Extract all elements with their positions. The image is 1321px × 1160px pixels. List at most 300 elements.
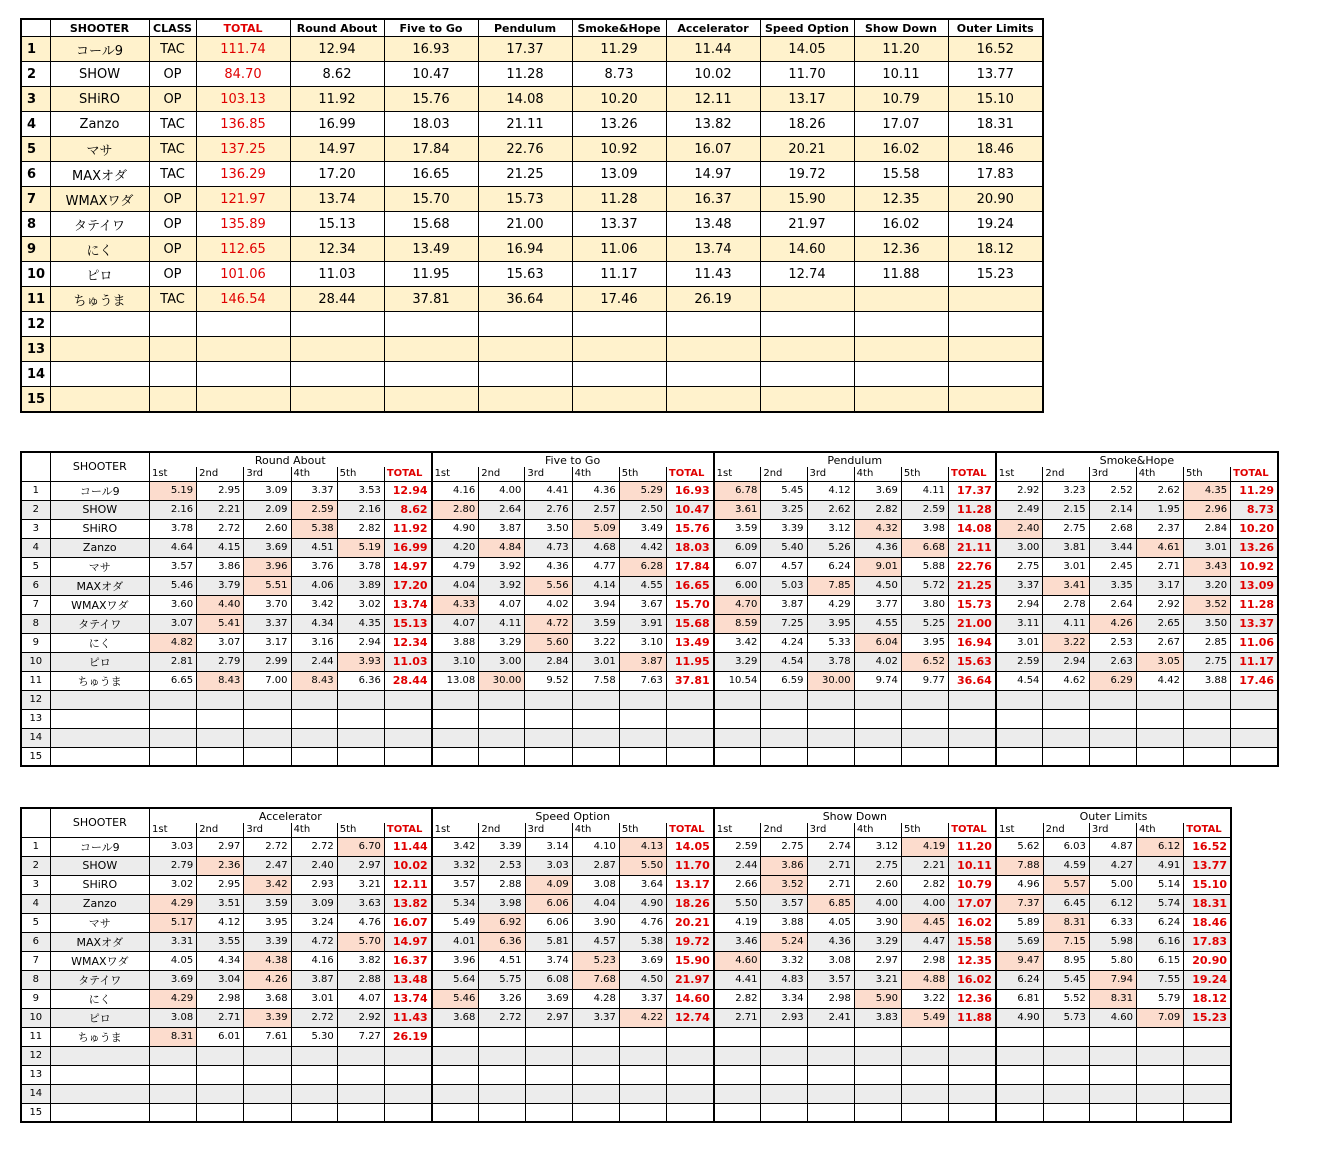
string-time-cell <box>761 747 807 766</box>
class-cell: OP <box>149 62 196 87</box>
string-header: 3rd <box>807 467 854 481</box>
string-time-cell: 2.71 <box>197 1008 244 1027</box>
summary-row <box>21 262 1043 287</box>
string-time-cell: 3.01 <box>996 633 1043 652</box>
total-header: TOTAL <box>1231 467 1278 481</box>
string-time-cell <box>1043 1046 1089 1065</box>
string-time-cell: 3.03 <box>150 837 197 856</box>
summary-header-index <box>21 19 50 37</box>
string-time-cell <box>714 690 761 709</box>
string-time-cell: 5.81 <box>525 932 572 951</box>
string-time-cell: 3.89 <box>337 576 384 595</box>
string-time-cell <box>432 1103 479 1122</box>
string-header: 3rd <box>244 823 291 837</box>
detail-row <box>21 875 1231 894</box>
string-time-cell <box>902 1103 949 1122</box>
stage-time-cell <box>948 387 1043 413</box>
string-time-cell: 2.72 <box>244 837 291 856</box>
detail-row <box>21 538 1278 557</box>
stage-time-cell: 13.48 <box>666 212 760 237</box>
stage-total-cell: 11.43 <box>384 1008 431 1027</box>
string-time-cell: 2.80 <box>432 500 479 519</box>
shooter-name <box>50 1046 149 1065</box>
string-time-cell: 5.49 <box>432 913 479 932</box>
stage-time-cell <box>572 312 666 337</box>
total-cell: 137.25 <box>196 137 290 162</box>
shooter-name: ちゅうま <box>50 287 149 312</box>
string-time-cell: 2.71 <box>807 875 854 894</box>
string-time-cell: 4.55 <box>854 614 901 633</box>
string-time-cell: 3.76 <box>291 557 337 576</box>
string-time-cell <box>244 1103 291 1122</box>
shooter-name: タテイワ <box>50 970 149 989</box>
string-time-cell: 5.98 <box>1089 932 1136 951</box>
string-time-cell <box>807 690 854 709</box>
detail-row <box>21 519 1278 538</box>
stage-total-cell <box>384 1084 431 1103</box>
string-header: 5th <box>337 823 384 837</box>
string-time-cell: 3.78 <box>149 519 196 538</box>
shooter-name: コール9 <box>50 837 149 856</box>
stage-total-cell <box>1184 1065 1231 1084</box>
string-time-cell <box>996 1046 1043 1065</box>
stage-time-cell: 11.92 <box>290 87 384 112</box>
string-time-cell: 4.41 <box>714 970 761 989</box>
string-time-cell: 3.69 <box>854 481 901 500</box>
detail-row <box>21 1008 1231 1027</box>
string-time-cell: 3.78 <box>807 652 854 671</box>
string-time-cell <box>761 1103 807 1122</box>
string-time-cell: 5.17 <box>150 913 197 932</box>
string-time-cell: 2.21 <box>197 500 244 519</box>
stage-total-cell <box>1231 690 1278 709</box>
string-time-cell: 2.40 <box>291 856 337 875</box>
string-time-cell: 4.57 <box>572 932 619 951</box>
string-time-cell <box>337 728 384 747</box>
string-time-cell: 2.72 <box>291 837 337 856</box>
stage-total-cell: 15.63 <box>949 652 996 671</box>
string-time-cell <box>761 1046 807 1065</box>
string-time-cell <box>432 1065 479 1084</box>
string-time-cell: 2.37 <box>1136 519 1183 538</box>
string-header: 1st <box>996 823 1043 837</box>
string-time-cell: 8.43 <box>291 671 337 690</box>
stage-time-cell: 15.70 <box>384 187 478 212</box>
string-header: 2nd <box>197 467 244 481</box>
string-time-cell: 2.59 <box>291 500 337 519</box>
string-time-cell <box>996 1027 1043 1046</box>
string-time-cell: 3.10 <box>432 652 479 671</box>
shooter-name: WMAXワダ <box>50 951 149 970</box>
string-time-cell: 2.09 <box>244 500 291 519</box>
string-time-cell <box>761 1065 807 1084</box>
string-time-cell: 3.91 <box>619 614 666 633</box>
total-header: TOTAL <box>666 467 713 481</box>
string-time-cell <box>619 1084 666 1103</box>
stage-total-cell: 11.06 <box>1231 633 1278 652</box>
stage-total-cell: 12.35 <box>949 951 996 970</box>
detail-row <box>21 576 1278 595</box>
summary-header-cell: CLASS <box>149 19 196 37</box>
string-time-cell: 4.60 <box>1089 1008 1136 1027</box>
string-time-cell <box>479 728 525 747</box>
string-time-cell: 4.51 <box>479 951 525 970</box>
row-number: 2 <box>21 856 50 875</box>
summary-row <box>21 62 1043 87</box>
stage-time-cell <box>478 337 572 362</box>
string-time-cell: 5.34 <box>432 894 479 913</box>
stage-total-cell: 13.09 <box>1231 576 1278 595</box>
string-time-cell: 3.42 <box>714 633 761 652</box>
header-corner <box>21 452 50 481</box>
string-time-cell: 7.55 <box>1137 970 1184 989</box>
stage-time-cell <box>572 337 666 362</box>
stage-total-cell <box>666 747 713 766</box>
string-time-cell: 4.07 <box>479 595 525 614</box>
string-time-cell: 3.69 <box>525 989 572 1008</box>
string-time-cell: 3.79 <box>197 576 244 595</box>
string-time-cell <box>1089 1065 1136 1084</box>
stage-total-cell: 13.82 <box>384 894 431 913</box>
string-time-cell: 2.97 <box>854 951 901 970</box>
string-time-cell: 6.85 <box>807 894 854 913</box>
shooter-name: Zanzo <box>50 538 149 557</box>
string-time-cell: 3.95 <box>244 913 291 932</box>
stage-total-cell: 18.26 <box>667 894 714 913</box>
string-time-cell <box>807 728 854 747</box>
string-time-cell: 5.29 <box>619 481 666 500</box>
shooter-name: Zanzo <box>50 894 149 913</box>
string-time-cell: 5.72 <box>901 576 948 595</box>
stage-time-cell <box>760 337 854 362</box>
class-cell: OP <box>149 87 196 112</box>
stage-total-cell <box>667 1046 714 1065</box>
string-time-cell <box>1137 1046 1184 1065</box>
stage-total-cell: 11.95 <box>666 652 713 671</box>
string-time-cell: 2.21 <box>902 856 949 875</box>
string-time-cell: 4.29 <box>150 894 197 913</box>
string-time-cell: 2.60 <box>244 519 291 538</box>
string-time-cell: 4.07 <box>337 989 384 1008</box>
string-time-cell <box>854 709 901 728</box>
stage-time-cell: 11.70 <box>760 62 854 87</box>
stage-time-cell <box>760 362 854 387</box>
string-time-cell <box>1089 728 1136 747</box>
string-time-cell: 8.59 <box>714 614 761 633</box>
string-time-cell <box>901 728 948 747</box>
stage-time-cell <box>384 387 478 413</box>
stage-time-cell: 13.82 <box>666 112 760 137</box>
string-time-cell <box>479 1027 525 1046</box>
string-time-cell: 3.09 <box>291 894 337 913</box>
string-time-cell <box>901 690 948 709</box>
stage-time-cell: 14.60 <box>760 237 854 262</box>
string-time-cell: 2.15 <box>1043 500 1089 519</box>
string-time-cell: 3.82 <box>337 951 384 970</box>
shooter-name: SHOW <box>50 62 149 87</box>
row-number: 14 <box>21 362 50 387</box>
detail-row <box>21 951 1231 970</box>
string-time-cell: 4.28 <box>572 989 619 1008</box>
total-header: TOTAL <box>667 823 714 837</box>
stage-total-cell <box>667 1084 714 1103</box>
string-time-cell: 6.36 <box>479 932 525 951</box>
string-time-cell: 3.87 <box>761 595 807 614</box>
stage-total-cell <box>384 728 431 747</box>
string-time-cell <box>807 709 854 728</box>
string-time-cell: 2.75 <box>761 837 807 856</box>
row-number: 3 <box>21 875 50 894</box>
summary-row <box>21 287 1043 312</box>
string-time-cell: 3.87 <box>619 652 666 671</box>
string-time-cell: 5.50 <box>714 894 761 913</box>
shooter-name: マサ <box>50 137 149 162</box>
string-time-cell: 4.77 <box>572 557 619 576</box>
string-time-cell: 7.25 <box>761 614 807 633</box>
string-time-cell: 2.53 <box>1089 633 1136 652</box>
detail-row <box>21 747 1278 766</box>
string-time-cell: 5.41 <box>197 614 244 633</box>
string-time-cell: 4.90 <box>619 894 666 913</box>
stage-total-cell: 20.21 <box>667 913 714 932</box>
string-time-cell: 3.87 <box>291 970 337 989</box>
shooter-name <box>50 709 149 728</box>
string-time-cell: 2.97 <box>197 837 244 856</box>
string-time-cell: 4.05 <box>807 913 854 932</box>
stage-time-cell: 11.44 <box>666 37 760 62</box>
string-time-cell: 6.24 <box>1137 913 1184 932</box>
string-time-cell <box>525 690 572 709</box>
string-time-cell: 3.08 <box>572 875 619 894</box>
string-time-cell: 4.55 <box>619 576 666 595</box>
string-time-cell: 6.07 <box>714 557 761 576</box>
detail-row <box>21 652 1278 671</box>
string-time-cell: 4.83 <box>761 970 807 989</box>
detail-row <box>21 989 1231 1008</box>
summary-header-cell: Smoke&Hope <box>572 19 666 37</box>
string-time-cell: 3.07 <box>197 633 244 652</box>
string-time-cell: 2.75 <box>1043 519 1089 538</box>
string-time-cell: 4.70 <box>714 595 761 614</box>
string-time-cell: 4.11 <box>1043 614 1089 633</box>
shooter-name: MAXオダ <box>50 576 149 595</box>
total-header: TOTAL <box>949 467 996 481</box>
stage-total-cell: 26.19 <box>384 1027 431 1046</box>
stage-total-cell <box>949 747 996 766</box>
detail-row <box>21 709 1278 728</box>
class-cell <box>149 362 196 387</box>
summary-row <box>21 187 1043 212</box>
string-time-cell: 3.88 <box>761 913 807 932</box>
string-time-cell: 4.27 <box>1089 856 1136 875</box>
row-number: 4 <box>21 112 50 137</box>
stage-time-cell <box>666 387 760 413</box>
detail-row <box>21 970 1231 989</box>
string-time-cell: 2.72 <box>291 1008 337 1027</box>
stage-total-cell: 16.37 <box>384 951 431 970</box>
string-time-cell: 2.52 <box>1089 481 1136 500</box>
row-number: 13 <box>21 709 50 728</box>
string-time-cell: 13.08 <box>432 671 479 690</box>
summary-row <box>21 112 1043 137</box>
stage-total-cell <box>949 1084 996 1103</box>
stage-time-cell: 14.08 <box>478 87 572 112</box>
string-time-cell: 2.50 <box>619 500 666 519</box>
detail-row <box>21 633 1278 652</box>
string-header: 2nd <box>197 823 244 837</box>
string-time-cell: 4.54 <box>761 652 807 671</box>
string-time-cell: 4.79 <box>432 557 479 576</box>
string-time-cell <box>1183 728 1230 747</box>
shooter-name <box>50 1084 149 1103</box>
stage-time-cell: 17.37 <box>478 37 572 62</box>
string-time-cell: 2.49 <box>996 500 1043 519</box>
string-time-cell <box>291 1046 337 1065</box>
string-time-cell: 4.35 <box>1183 481 1230 500</box>
shooter-name: MAXオダ <box>50 932 149 951</box>
string-time-cell <box>291 709 337 728</box>
string-time-cell: 4.04 <box>432 576 479 595</box>
stage-time-cell: 11.20 <box>854 37 948 62</box>
stage-total-cell: 12.94 <box>384 481 431 500</box>
string-time-cell: 3.01 <box>291 989 337 1008</box>
stage-time-cell <box>478 387 572 413</box>
string-time-cell <box>432 709 479 728</box>
string-time-cell: 1.95 <box>1136 500 1183 519</box>
stage-total-cell: 21.11 <box>949 538 996 557</box>
stage-time-cell: 20.21 <box>760 137 854 162</box>
string-time-cell: 3.51 <box>197 894 244 913</box>
stage-total-cell: 18.03 <box>666 538 713 557</box>
string-time-cell: 4.36 <box>572 481 619 500</box>
string-time-cell: 2.76 <box>525 500 572 519</box>
shooter-name <box>50 362 149 387</box>
stage-time-cell: 16.02 <box>854 137 948 162</box>
string-time-cell <box>854 728 901 747</box>
string-header: 2nd <box>1043 467 1089 481</box>
row-number: 5 <box>21 137 50 162</box>
string-time-cell: 6.01 <box>197 1027 244 1046</box>
string-time-cell: 3.59 <box>244 894 291 913</box>
string-time-cell <box>1137 1065 1184 1084</box>
string-header: 4th <box>1137 823 1184 837</box>
stage-total-cell: 14.05 <box>667 837 714 856</box>
string-time-cell: 3.07 <box>149 614 196 633</box>
row-number: 2 <box>21 500 50 519</box>
shooter-name: タテイワ <box>50 614 149 633</box>
string-time-cell <box>996 1084 1043 1103</box>
stage-header: Round About <box>149 452 431 467</box>
string-time-cell <box>1043 709 1089 728</box>
stage-time-cell <box>384 312 478 337</box>
string-time-cell: 3.11 <box>996 614 1043 633</box>
string-time-cell <box>197 1103 244 1122</box>
stage-total-cell: 15.58 <box>949 932 996 951</box>
stage-total-cell: 21.00 <box>949 614 996 633</box>
string-time-cell: 2.45 <box>1089 557 1136 576</box>
string-time-cell <box>525 1103 572 1122</box>
string-time-cell: 6.70 <box>337 837 384 856</box>
total-cell <box>196 387 290 413</box>
stage-time-cell: 17.84 <box>384 137 478 162</box>
string-time-cell: 4.72 <box>291 932 337 951</box>
stage-time-cell: 12.74 <box>760 262 854 287</box>
stage-time-cell <box>290 362 384 387</box>
string-time-cell: 3.61 <box>714 500 761 519</box>
string-header: 5th <box>902 823 949 837</box>
string-time-cell: 2.94 <box>337 633 384 652</box>
string-time-cell: 6.15 <box>1137 951 1184 970</box>
string-time-cell: 2.84 <box>525 652 572 671</box>
string-time-cell: 3.90 <box>572 913 619 932</box>
string-time-cell: 2.72 <box>197 519 244 538</box>
string-time-cell: 3.21 <box>337 875 384 894</box>
string-time-cell: 3.60 <box>149 595 196 614</box>
string-time-cell: 3.69 <box>619 951 666 970</box>
stage-time-cell: 13.74 <box>666 237 760 262</box>
string-time-cell <box>996 690 1043 709</box>
string-time-cell: 6.78 <box>714 481 761 500</box>
stage-time-cell <box>854 337 948 362</box>
string-time-cell <box>619 690 666 709</box>
summary-header-cell: Round About <box>290 19 384 37</box>
shooter-header: SHOOTER <box>50 452 149 481</box>
string-header: 3rd <box>1089 823 1136 837</box>
detail-row <box>21 932 1231 951</box>
string-time-cell: 3.08 <box>807 951 854 970</box>
string-time-cell: 2.92 <box>996 481 1043 500</box>
string-time-cell: 4.76 <box>337 913 384 932</box>
string-time-cell <box>714 1103 761 1122</box>
total-cell <box>196 337 290 362</box>
string-time-cell: 3.01 <box>1043 557 1089 576</box>
shooter-name <box>50 747 149 766</box>
stage-time-cell <box>572 387 666 413</box>
string-time-cell: 3.46 <box>714 932 761 951</box>
string-time-cell: 6.00 <box>714 576 761 595</box>
string-time-cell: 4.02 <box>525 595 572 614</box>
stage-time-cell: 18.03 <box>384 112 478 137</box>
string-time-cell: 4.11 <box>479 614 525 633</box>
stage-total-cell: 11.70 <box>667 856 714 875</box>
row-number: 6 <box>21 932 50 951</box>
detail-row <box>21 1027 1231 1046</box>
row-number: 10 <box>21 652 50 671</box>
class-cell: TAC <box>149 137 196 162</box>
string-time-cell <box>996 728 1043 747</box>
summary-header-cell: Speed Option <box>760 19 854 37</box>
string-time-cell <box>854 1027 901 1046</box>
detail-row <box>21 614 1278 633</box>
string-time-cell: 4.29 <box>150 989 197 1008</box>
stage-total-cell: 17.46 <box>1231 671 1278 690</box>
stage-time-cell <box>478 312 572 337</box>
stage-total-cell: 10.79 <box>949 875 996 894</box>
string-time-cell: 2.59 <box>996 652 1043 671</box>
string-time-cell <box>854 1103 901 1122</box>
detail-row <box>21 837 1231 856</box>
stage-time-cell: 12.34 <box>290 237 384 262</box>
string-time-cell: 3.96 <box>432 951 479 970</box>
string-time-cell <box>854 1046 901 1065</box>
stage-time-cell: 15.63 <box>478 262 572 287</box>
string-time-cell: 3.44 <box>1089 538 1136 557</box>
string-time-cell: 2.88 <box>337 970 384 989</box>
shooter-name: ちゅうま <box>50 671 149 690</box>
row-number: 11 <box>21 1027 50 1046</box>
stage-time-cell: 12.94 <box>290 37 384 62</box>
stage-total-cell: 13.48 <box>384 970 431 989</box>
